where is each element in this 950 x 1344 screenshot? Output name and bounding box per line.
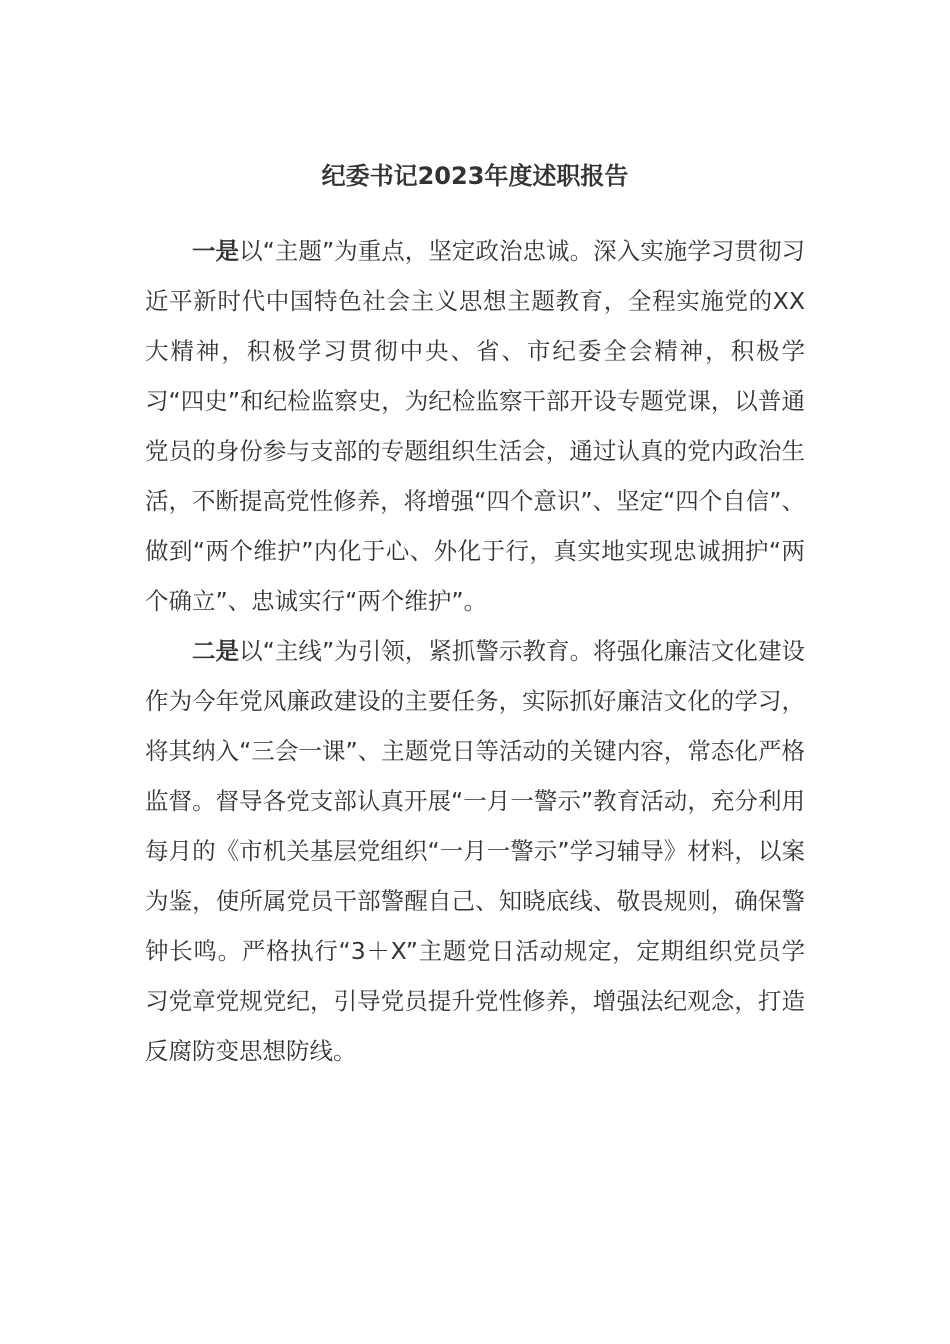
document-title: 纪委书记2023年度述职报告 [321, 162, 629, 190]
paragraph-2-lead: 二是 [192, 637, 240, 665]
paragraph-1-lead: 一是 [192, 237, 240, 265]
paragraph-1-text: 以“主题”为重点，坚定政治忠诚。深入实施学习贯彻习近平新时代中国特色社会主义思想主题教育，全程实施党的XX大精神，积极学习贯彻中央、省、市纪委全会精神，积极学习“四史”和纪检监察史，为纪检监察干部开设专题党课，以普通党员的身份参与支部的专题组织生活会，通过认真的党内政治生活，不断提高党性修养，将增强“四个意识”、坚定“四个自信”、做到“两个维护”内化于心、外化于行，真实地实现忠诚拥护“两个确立”、忠诚实行“两个维护”。 [145, 237, 805, 615]
document-body [145, 226, 805, 1076]
paragraph-2 [145, 626, 805, 1076]
paragraph-2-text: 以“主线”为引领，紧抓警示教育。将强化廉洁文化建设作为今年党风廉政建设的主要任务，实际抓好廉洁文化的学习，将其纳入“三会一课”、主题党日等活动的关键内容，常态化严格监督。督导各党支部认真开展“一月一警示”教育活动，充分利用每月的《市机关基层党组织“一月一警示”学习辅导》材料，以案为鉴，使所属党员干部警醒自己、知晓底线、敬畏规则，确保警钟长鸣。严格执行“3＋X”主题党日活动规定，定期组织党员学习党章党规党纪，引导党员提升党性修养，增强法纪观念，打造反腐防变思想防线。 [145, 637, 805, 1065]
paragraph-1 [145, 226, 805, 626]
